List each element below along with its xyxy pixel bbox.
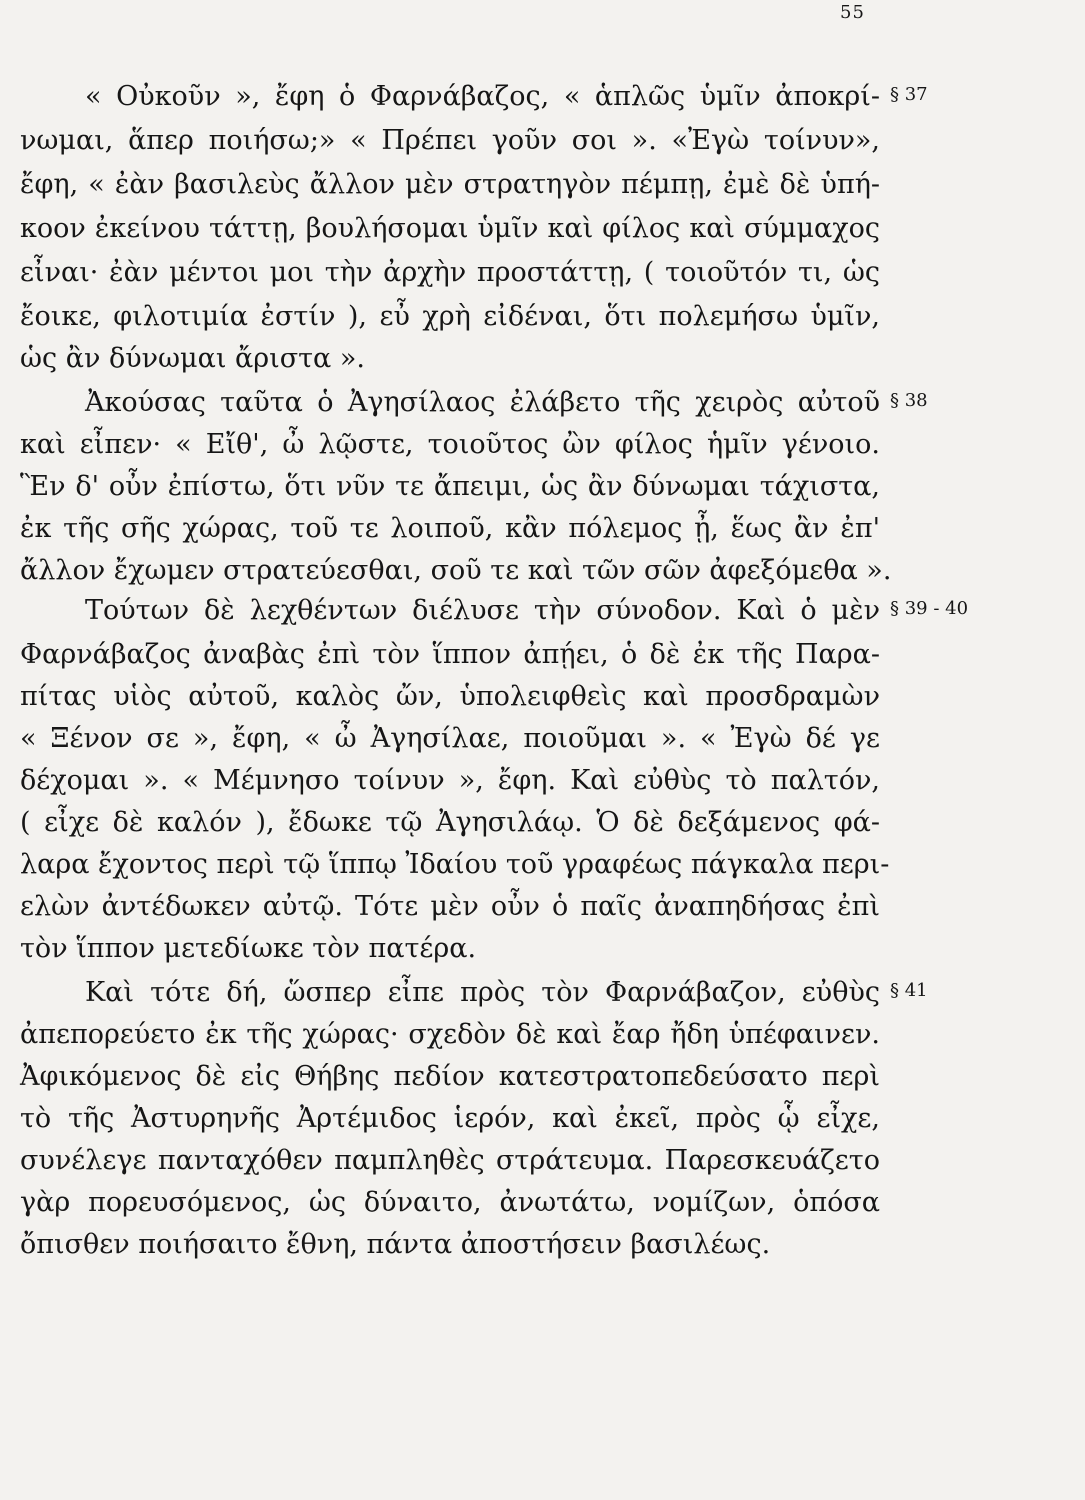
text-line: συνέλεγε πανταχόθεν παμπληθὲς στράτευμα. Παρεσκευάζετο <box>20 1145 880 1176</box>
text-line: ὡς ἂν δύνωμαι ἄριστα ». <box>20 343 365 374</box>
text-line: ἔοικε, φιλοτιμία ἐστίν ), εὖ χρὴ εἰδέναι, ὅτι πολεμήσω ὑμῖν, <box>20 301 880 332</box>
text-line: ἄλλον ἔχωμεν στρατεύεσθαι, σοῦ τε καὶ τῶν σῶν ἀφεξόμεθα ». <box>20 555 892 586</box>
text-line: λαρα ἔχοντος περὶ τῷ ἵππῳ Ἰδαίου τοῦ γραφέως πάγκαλα περι- <box>20 849 890 880</box>
text-line: ελὼν ἀντέδωκεν αὐτῷ. Τότε μὲν οὖν ὁ παῖς ἀναπηδήσας ἐπὶ <box>20 891 880 922</box>
text-line: « Οὐκοῦν », ἔφη ὁ Φαρνάβαζος, « ἁπλῶς ὑμῖν ἀποκρί- <box>85 81 880 112</box>
text-line: Καὶ τότε δή, ὥσπερ εἶπε πρὸς τὸν Φαρνάβαζον, εὐθὺς <box>85 977 880 1008</box>
text-line: ἀπεπορεύετο ἐκ τῆς χώρας· σχεδὸν δὲ καὶ ἔαρ ἤδη ὑπέφαινεν. <box>20 1019 880 1050</box>
text-line: καὶ εἶπεν· « Εἴθ', ὦ λῷστε, τοιοῦτος ὢν φίλος ἡμῖν γένοιο. <box>20 429 880 460</box>
text-line: ἐκ τῆς σῆς χώρας, τοῦ τε λοιποῦ, κἂν πόλεμος ᾖ, ἕως ἂν ἐπ' <box>20 513 880 544</box>
page-number: 55 <box>840 2 865 23</box>
text-line: δέχομαι ». « Μέμνησο τοίνυν », ἔφη. Καὶ εὐθὺς τὸ παλτόν, <box>20 765 880 796</box>
text-line: ἔφη, « ἐὰν βασιλεὺς ἄλλον μὲν στρατηγὸν πέμπῃ, ἐμὲ δὲ ὑπή- <box>20 169 880 200</box>
text-line: « Ξένον σε », ἔφη, « ὦ Ἀγησίλαε, ποιοῦμαι ». « Ἐγὼ δέ γε <box>20 723 880 754</box>
text-line: Φαρνάβαζος ἀναβὰς ἐπὶ τὸν ἵππον ἀπῄει, ὁ δὲ ἐκ τῆς Παρα- <box>20 639 880 670</box>
text-line: Τούτων δὲ λεχθέντων διέλυσε τὴν σύνοδον. Καὶ ὁ μὲν <box>85 595 880 626</box>
section-marker: § 39 - 40 <box>890 598 969 619</box>
text-line: γὰρ πορευσόμενος, ὡς δύναιτο, ἀνωτάτω, νομίζων, ὁπόσα <box>20 1187 880 1218</box>
text-line: εἶναι· ἐὰν μέντοι μοι τὴν ἀρχὴν προστάττῃ, ( τοιοῦτόν τι, ὡς <box>20 257 880 288</box>
text-line: ( εἶχε δὲ καλόν ), ἔδωκε τῷ Ἀγησιλάῳ. Ὁ δὲ δεξάμενος φά- <box>20 807 880 838</box>
text-line: πίτας υἱὸς αὐτοῦ, καλὸς ὤν, ὑπολειφθεὶς καὶ προσδραμὼν <box>20 681 880 712</box>
text-line: κοον ἐκείνου τάττῃ, βουλήσομαι ὑμῖν καὶ φίλος καὶ σύμμαχος <box>20 213 880 244</box>
text-line: Ἓν δ' οὖν ἐπίστω, ὅτι νῦν τε ἄπειμι, ὡς ἂν δύνωμαι τάχιστα, <box>20 471 880 502</box>
text-line: τὸ τῆς Ἀστυρηνῆς Ἀρτέμιδος ἱερόν, καὶ ἐκεῖ, πρὸς ᾧ εἶχε, <box>20 1103 880 1134</box>
section-marker: § 37 <box>890 84 928 105</box>
text-line: νωμαι, ἅπερ ποιήσω;» « Πρέπει γοῦν σοι ». «Ἐγὼ τοίνυν», <box>20 125 880 156</box>
text-line: Ἀκούσας ταῦτα ὁ Ἀγησίλαος ἐλάβετο τῆς χειρὸς αὐτοῦ <box>85 387 880 418</box>
text-line: Ἀφικόμενος δὲ εἰς Θήβης πεδίον κατεστρατοπεδεύσατο περὶ <box>20 1061 880 1092</box>
text-line: ὄπισθεν ποιήσαιτο ἔθνη, πάντα ἀποστήσειν βασιλέως. <box>20 1229 771 1260</box>
section-marker: § 41 <box>890 980 928 1001</box>
text-line: τὸν ἵππον μετεδίωκε τὸν πατέρα. <box>20 933 477 964</box>
section-marker: § 38 <box>890 390 928 411</box>
